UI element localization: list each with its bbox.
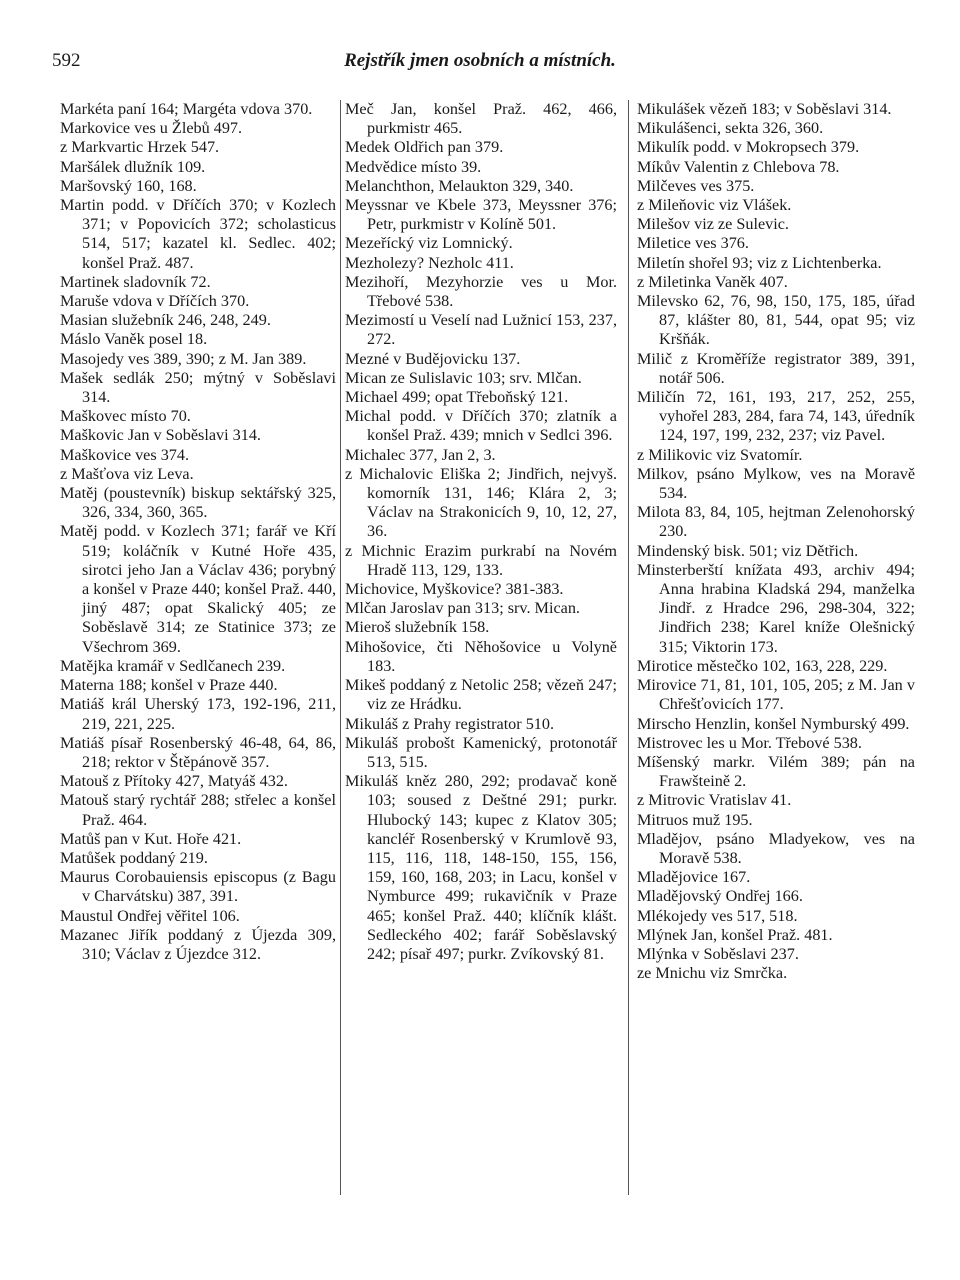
index-entry: Maurus Corobauiensis episcopus (z Bagu v Charvátsku) 387, 391. (60, 868, 336, 906)
index-entry: z Mitrovic Vratislav 41. (637, 791, 792, 810)
index-entry: Milevsko 62, 76, 98, 150, 175, 185, úřad 87, klášter 80, 81, 544, opat 95; viz Kršňák. (637, 292, 915, 349)
index-entry: Mlýnka v Soběslavi 237. (637, 944, 799, 963)
index-entry: Milič z Kroměříže registrator 389, 391, notář 506. (637, 349, 915, 387)
page-number: 592 (52, 50, 81, 71)
index-entry: Matouš z Přítoky 427, Matyáš 432. (60, 772, 288, 791)
index-entry: Mlékojedy ves 517, 518. (637, 906, 798, 925)
index-entry: Maršálek dlužník 109. (60, 157, 206, 176)
index-entry: Michovice, Myškovice? 381-383. (345, 580, 564, 599)
index-entry: Matiáš písař Rosenberský 46-48, 64, 86, 218; rektor v Štěpánově 357. (60, 733, 336, 771)
index-entry: Matiáš král Uherský 173, 192-196, 211, 219, 221, 225. (60, 695, 336, 733)
index-entry: Masojedy ves 389, 390; z M. Jan 389. (60, 349, 307, 368)
index-entry: Maruše vdova v Dříčích 370. (60, 292, 250, 311)
index-entry: z Markvartic Hrzek 547. (60, 138, 220, 157)
index-entry: Minsterberští knížata 493, archiv 494; Anna hrabina Kladská 294, manželka Jindř. z Hradce 296, 298-304, 322; Jindřich 238; Karel kníže Olešnický 315; Viktorin 173. (637, 560, 915, 656)
index-entry: Matůš pan v Kut. Hoře 421. (60, 829, 242, 848)
index-entry: z Miletinka Vaněk 407. (637, 272, 788, 291)
index-entry: Medek Oldřich pan 379. (345, 138, 504, 157)
index-entry: Mašek sedlák 250; mýtný v Soběslavi 314. (60, 368, 336, 407)
index-column-2 (345, 100, 617, 964)
index-entry: z Michalovic Eliška 2; Jindřich, nejvyš. komorník 131, 146; Klára 2, 3; Václav na Strakonicích 9, 10, 12, 27, 36. (345, 464, 617, 541)
index-entry: Mezné v Budějovicku 137. (345, 349, 521, 368)
index-entry: Miletice ves 376. (637, 234, 749, 253)
index-entry: Miličín 72, 161, 193, 217, 252, 255, vyhořel 283, 284, fara 74, 143, úředník 124, 197, 199, 232, 237; viz Pavel. (637, 388, 915, 445)
index-entry: Markovice ves u Žlebů 497. (60, 119, 243, 138)
index-entry: Martinek sladovník 72. (60, 272, 211, 291)
index-entry: Maustul Ondřej věřitel 106. (60, 906, 240, 925)
index-entry: Materna 188; konšel v Praze 440. (60, 676, 278, 695)
index-entry: Mlýnek Jan, konšel Praž. 481. (637, 925, 833, 944)
index-entry: Mikuláš z Prahy registrator 510. (345, 714, 555, 733)
index-entry: Mindenský bisk. 501; viz Dětřich. (637, 541, 859, 560)
index-entry: Mezeřícký viz Lomnický. (345, 234, 513, 253)
index-entry: Mikulášek vězeň 183; v Soběslavi 314. (637, 100, 892, 118)
index-entry: Matějka kramář v Sedlčanech 239. (60, 656, 286, 675)
index-entry: Markéta paní 164; Margéta vdova 370. (60, 100, 313, 118)
index-entry: Mirovice 71, 81, 101, 105, 205; z M. Jan v Chřešťovicích 177. (637, 676, 915, 714)
index-entry: Matůšek poddaný 219. (60, 848, 208, 867)
index-entry: Maškovice ves 374. (60, 445, 190, 464)
index-entry: Mikuláš probošt Kamenický, protonotář 513, 515. (345, 733, 617, 771)
index-entry: Mezihoří, Mezyhorzie ves u Mor. Třebové 538. (345, 272, 617, 311)
index-entry: Mirotice městečko 102, 163, 228, 229. (637, 656, 888, 675)
column-rule (628, 100, 629, 1195)
index-entry: Maškovec místo 70. (60, 407, 191, 426)
index-entry: Mlčan Jaroslav pan 313; srv. Mican. (345, 599, 580, 618)
index-entry: Mican ze Sulislavic 103; srv. Mlčan. (345, 368, 582, 387)
index-entry: z Milikovic viz Svatomír. (637, 445, 803, 464)
index-entry: Matěj podd. v Kozlech 371; farář ve Kří 519; koláčník v Kutné Hoře 435, sirotci jeho Jan a Václav 436; porybný a konšel v Praze 440; konšel Praž. 440, jiný 487; opat Skalický 405; ze Soběslavě 314; ze Statinice 373; ze Všechrom 369. (60, 522, 336, 656)
index-entry: z Mileňovic viz Vlášek. (637, 196, 792, 215)
index-entry: Mikeš poddaný z Netolic 258; vězeň 247; viz ze Hrádku. (345, 676, 617, 714)
index-entry: Milota 83, 84, 105, hejtman Zelenohorský 230. (637, 503, 915, 541)
index-entry: Mirscho Henzlin, konšel Nymburský 499. (637, 714, 910, 733)
index-entry: Matěj (poustevník) biskup sektářský 325, 326, 334, 360, 365. (60, 484, 336, 522)
index-entry: Mihošovice, čti Něhošovice u Volyně 183. (345, 637, 617, 675)
index-entry: Martin podd. v Dříčích 370; v Kozlech 371; v Popovicích 372; scholasticus 514, 517; kazatel kl. Sedlec. 402; konšel Praž. 487. (60, 196, 336, 272)
index-column-1 (60, 100, 336, 964)
index-entry: Meyssnar ve Kbele 373, Meyssner 376; Petr, purkmistr v Kolíně 501. (345, 196, 617, 234)
index-entry: Mieroš služebník 158. (345, 618, 490, 637)
index-entry: Mladějov, psáno Mladyekow, ves na Moravě 538. (637, 829, 915, 867)
column-rule (340, 100, 341, 1195)
index-entry: Míšenský markr. Vilém 389; pán na Frawšteině 2. (637, 752, 915, 791)
index-entry: Michal podd. v Dříčích 370; zlatník a konšel Praž. 439; mnich v Sedlci 396. (345, 407, 617, 445)
index-entry: Medvědice místo 39. (345, 157, 482, 176)
index-entry: Mezholezy? Nezholc 411. (345, 253, 514, 272)
index-entry: z Mašťova viz Leva. (60, 464, 194, 483)
index-entry: Máslo Vaněk posel 18. (60, 330, 208, 349)
index-entry: Miletín shořel 93; viz z Lichtenberka. (637, 253, 882, 272)
index-entry: Milkov, psáno Mylkow, ves na Moravě 534. (637, 464, 915, 503)
index-entry: Mikulášenci, sekta 326, 360. (637, 119, 824, 138)
index-entry: Michael 499; opat Třeboňský 121. (345, 388, 569, 407)
index-entry: Melanchthon, Melaukton 329, 340. (345, 176, 574, 195)
index-entry: Milčeves ves 375. (637, 176, 755, 195)
index-entry: Meč Jan, konšel Praž. 462, 466, purkmistr 465. (345, 100, 617, 138)
index-entry: Míkův Valentin z Chlebova 78. (637, 157, 840, 176)
index-entry: z Michnic Erazim purkrabí na Novém Hradě 113, 129, 133. (345, 541, 617, 579)
index-entry: ze Mnichu viz Smrčka. (637, 964, 788, 983)
index-entry: Masian služebník 246, 248, 249. (60, 311, 271, 330)
index-entry: Mitruos muž 195. (637, 810, 753, 829)
index-entry: Mezimostí u Veselí nad Lužnicí 153, 237, 272. (345, 311, 617, 349)
running-title: Rejstřík jmen osobních a místních. (344, 50, 616, 71)
index-entry: Mikuláš kněz 280, 292; prodavač koně 103; soused z Deštné 291; purkr. Hlubocký 143; kupec z Klatov 305; kancléř Rosenberský v Krumlově 93, 115, 116, 118, 148-150, 155, 156, 159, 160, 168, 203; in Lacu, konšel v Nymburce 499; rukavičník v Praze 465; konšel Praž. 440; klíčník klášt. Sedleckého 402; farář Soběslavský 242; písař 497; purkr. Zvíkovský 81. (345, 772, 617, 963)
index-entry: Mikulík podd. v Mokropsech 379. (637, 138, 860, 157)
index-entry: Mladějovice 167. (637, 868, 751, 887)
index-column-3 (637, 100, 915, 983)
index-entry: Matouš starý rychtář 288; střelec a konšel Praž. 464. (60, 791, 336, 829)
index-entry: Mistrovec les u Mor. Třebové 538. (637, 733, 862, 752)
index-entry: Milešov viz ze Sulevic. (637, 215, 789, 234)
index-entry: Maškovic Jan v Soběslavi 314. (60, 426, 261, 445)
index-entry: Maršovský 160, 168. (60, 176, 197, 195)
index-entry: Mazanec Jiřík poddaný z Újezda 309, 310; Václav z Újezdce 312. (60, 925, 336, 963)
index-entry: Mladějovský Ondřej 166. (637, 887, 803, 906)
index-entry: Michalec 377, Jan 2, 3. (345, 445, 496, 464)
